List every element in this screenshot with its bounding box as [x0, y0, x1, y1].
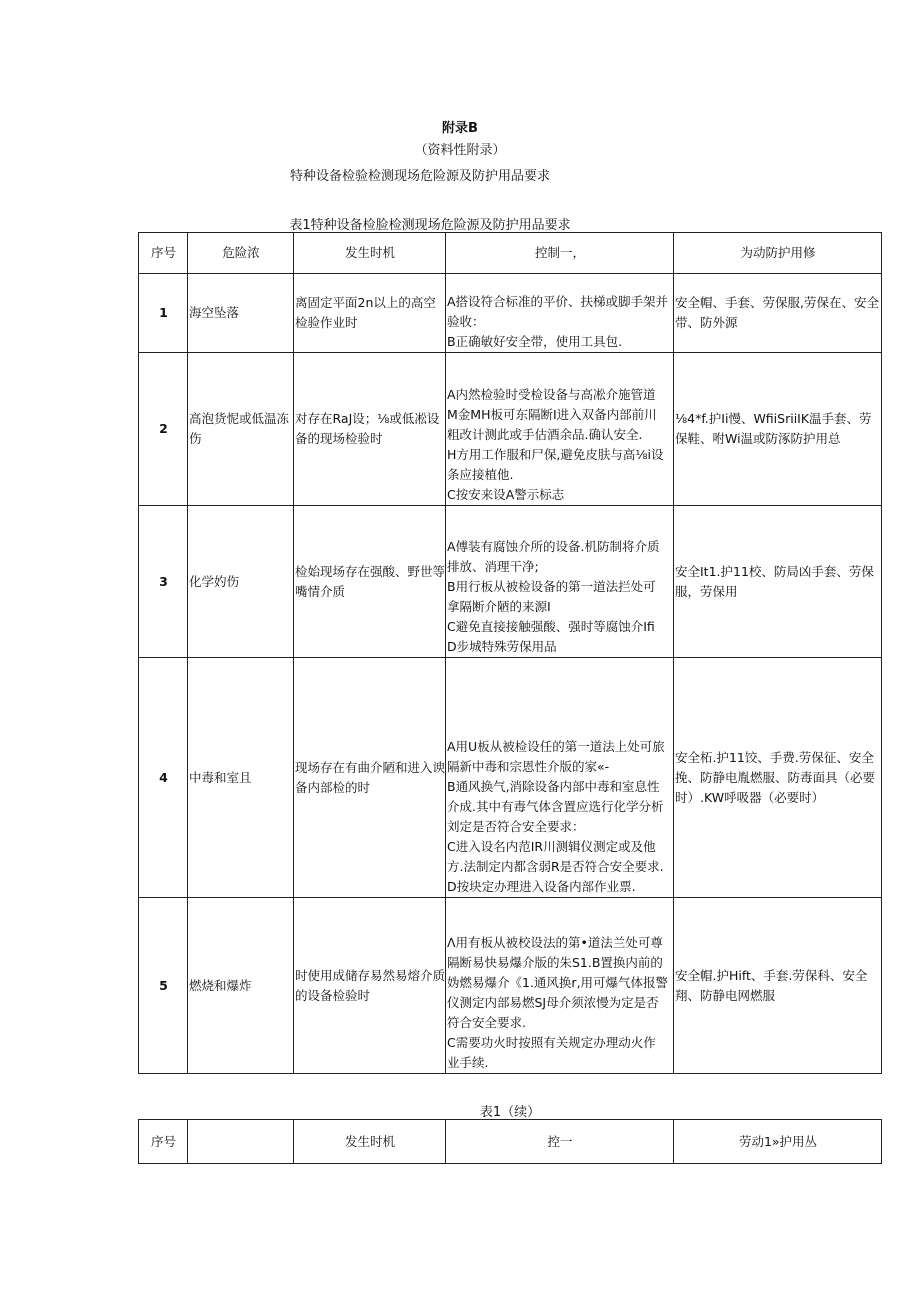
- occurrence-text: 检始现场存在强酸、野世等嘴情介质: [294, 506, 446, 658]
- table-row: [139, 353, 882, 506]
- control-line: 方.法制定内都含弱R是否符合安全要求.: [447, 859, 664, 874]
- control-line: A傅装有腐蚀介所的设备.机防制将介质: [447, 539, 660, 554]
- ppe-requirements: 安全帽.护Hift、手套.劳保科、安全翔、防静电网燃服: [674, 898, 882, 1074]
- control-measures: [446, 506, 674, 658]
- control-line: C进入设名内范IR川测辑仪测定或及他: [447, 839, 656, 854]
- control-line: 粗改计测此或手估酒余品.确认安全.: [447, 427, 643, 442]
- table-row: [139, 274, 882, 353]
- hazard-name: 燃烧和爆炸: [188, 898, 294, 1074]
- row-number: 2: [139, 353, 188, 506]
- appendix-subtitle: （资料性附录）: [414, 143, 506, 158]
- control-measures: [446, 274, 674, 353]
- hazard-name: 化学妁伤: [188, 506, 294, 658]
- control-line: B正确敏好安全带，使用工具包.: [447, 334, 623, 349]
- col-header-control: 控制一，: [446, 233, 674, 274]
- col-header-when: 发生时机: [294, 233, 446, 274]
- control-line: A搭设符合标准的平价、扶梯或脚手架并: [447, 294, 669, 309]
- appendix-heading: 特种设备检验检测现场危险源及防护用品要求: [289, 169, 550, 184]
- control-line: 隔断易快易爆介版的朱S1.B置换内前的: [447, 955, 663, 970]
- control-measures: [446, 353, 674, 506]
- table-header-row: [139, 1120, 882, 1164]
- control-line: A内然检验时受检设备与高凇介施管道: [447, 387, 656, 402]
- control-line: 隔新中毒和宗恩性介版的家«-: [447, 759, 610, 774]
- control-line: 妫燃易爆介《1.通风换r,用可爆气体报警: [447, 975, 669, 990]
- control-line: B通风换气,消除设备内部中毒和室息性: [447, 779, 660, 794]
- ppe-requirements: 安全It1.护11校、防局凶手套、劳保服，劳保用: [674, 506, 882, 658]
- control-line: 介成.其中有毒气体含置应选行化学分析: [447, 799, 664, 814]
- col-header-when: 发生时机: [294, 1120, 446, 1164]
- table1-continued-caption: 表1（续）: [479, 1105, 541, 1120]
- ppe-requirements: 安全帽、手套、劳保服,劳保在、安全带、防外源: [674, 274, 882, 353]
- control-line: B用行板从被检设备的第一道法拦处可: [447, 579, 656, 594]
- row-number: 1: [139, 274, 188, 353]
- control-measures: [446, 658, 674, 898]
- hazard-table-continued: [138, 1119, 882, 1164]
- control-line: H方用工作服和尸保,避免皮肤与高⅛i设: [447, 447, 664, 462]
- control-line: 条应接植他.: [447, 467, 514, 482]
- occurrence-text: 对存在RaJ设；⅛或低凇设备的现场检验时: [294, 353, 446, 506]
- col-header-ppe: 为动防护用修: [674, 233, 882, 274]
- occurrence-text: 时使用成储存易然易熔介质的设备检验时: [294, 898, 446, 1074]
- row-number: 4: [139, 658, 188, 898]
- col-header-ppe: 劳动1»护用丛: [674, 1120, 882, 1164]
- occurrence-text: 现场存在有曲介陋和进入谀备内部检的时: [294, 658, 446, 898]
- table-row: [139, 898, 882, 1074]
- control-line: C按安来设A警示标志: [447, 487, 565, 502]
- row-number: 5: [139, 898, 188, 1074]
- control-line: 业手续.: [447, 1055, 489, 1070]
- control-line: 排放、消理干净;: [447, 559, 539, 574]
- table-row: [139, 506, 882, 658]
- row-number: 3: [139, 506, 188, 658]
- control-line: 验收：: [447, 314, 485, 329]
- control-line: 刘定是否符合安全要求：: [447, 819, 585, 834]
- hazard-name: 高泡货怩或低温冻伤: [188, 353, 294, 506]
- col-header-hazard: 危险浓: [188, 233, 294, 274]
- control-line: D按块定办理进入设备内部作业票.: [447, 879, 636, 894]
- appendix-label: 附录B: [442, 121, 478, 136]
- ppe-requirements: 安全柘.护11饺、手费.劳保征、安全挽、防静电胤燃服、防毒面具（必要时）.KW呼吸器（必要时）: [674, 658, 882, 898]
- control-line: Λ用有板从被校设法的第•道法兰处可尊: [447, 935, 663, 950]
- table-header-row: [139, 233, 882, 274]
- control-line: 符合安全要求.: [447, 1015, 526, 1030]
- table-row: [139, 658, 882, 898]
- ppe-requirements: ⅛4*f.护Ii慢、WfiiSriiIK温手套、劳保鞋、咐Wi温或防涿防护用总: [674, 353, 882, 506]
- col-header-no: 序号: [139, 233, 188, 274]
- hazard-name: 海空坠落: [188, 274, 294, 353]
- control-line: A用U板从被检设任的第一道法上处可旅: [447, 739, 665, 754]
- occurrence-text: 离固定平面2n以上的高空检验作业时: [294, 274, 446, 353]
- control-line: C避免直接接触强酸、强时等腐蚀介Ifi: [447, 619, 655, 634]
- hazard-name: 中毒和室且: [188, 658, 294, 898]
- col-header-control: 控一: [446, 1120, 674, 1164]
- control-line: D步城特殊劳保用品: [447, 639, 557, 654]
- control-measures: [446, 898, 674, 1074]
- hazard-table: [138, 232, 882, 1074]
- control-line: 拿隔断介陋的来源I: [447, 599, 551, 614]
- col-header-blank: [188, 1120, 294, 1164]
- table1-caption: 表1特种设备检脸检测现场危险源及防护用品要求: [289, 218, 571, 233]
- control-line: 仪测定内部易燃SJ母介须浓慢为定是否: [447, 995, 659, 1010]
- control-line: M金MH板可东隔断I进入双备内部前川: [447, 407, 657, 422]
- control-line: C需要功火时按照有关规定办理动火作: [447, 1035, 656, 1050]
- col-header-no: 序号: [139, 1120, 188, 1164]
